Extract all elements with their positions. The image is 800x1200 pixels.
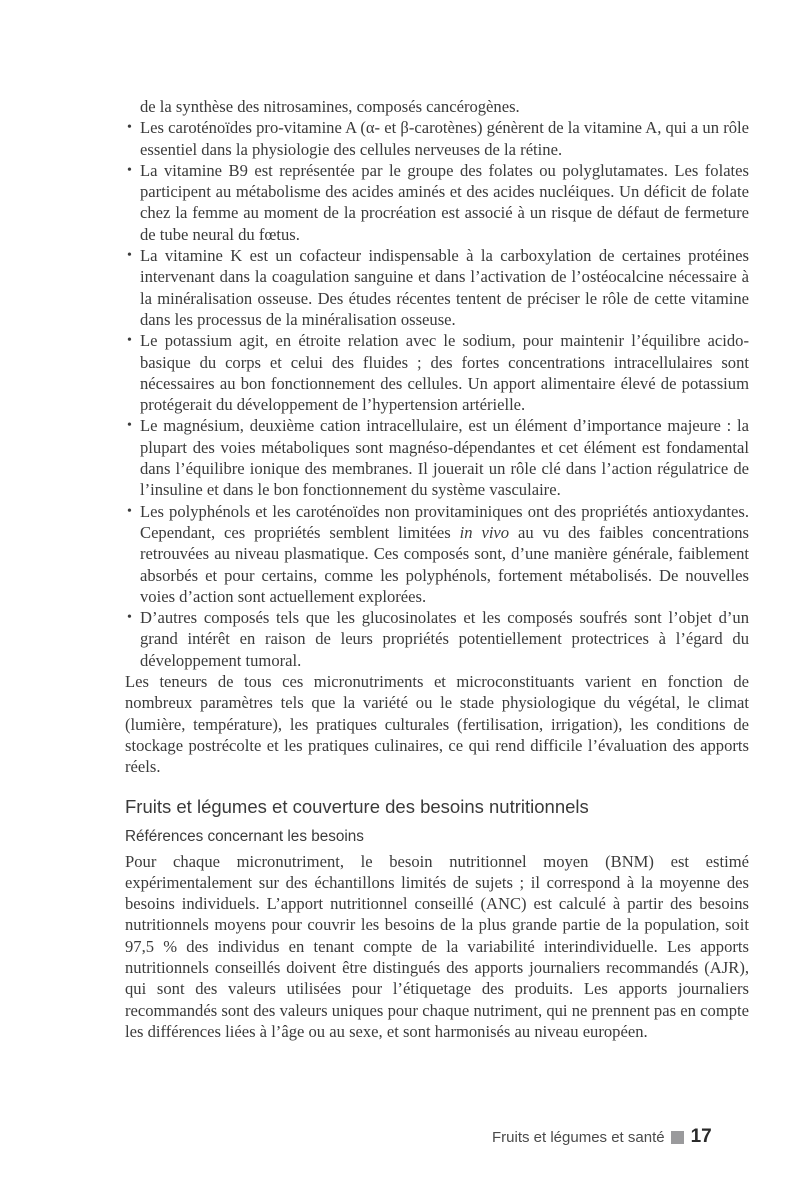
square-marker-icon (671, 1131, 684, 1144)
bullet-item-potassium (125, 330, 749, 415)
bullet-text-end: au vu des faibles concentrations retrouvées au niveau plasmatique. Ces composés sont, d’une manière générale, faiblement absorbés et pour certains, comme les polyphénols, fortement métabolisés. De nouvelles voies d’action sont actuellement explorées. (140, 522, 749, 606)
bullet-icon: • (127, 418, 132, 434)
bullet-list (125, 117, 749, 671)
bullet-item-polyphenols (125, 501, 749, 607)
page-footer (492, 1126, 712, 1148)
paragraph-besoins: Pour chaque micronutriment, le besoin nutritionnel moyen (BNM) est estimé expérimentalement sur des échantillons limités de sujets ; il correspond à la moyenne des besoins individuels. L’apport nutritionnel conseillé (ANC) est calculé à partir des besoins nutritionnels moyens pour couvrir les besoins de la plus grande partie de la population, soit 97,5 % des individus en tenant compte de la variabilité interindividuelle. Les apports nutritionnels conseillés doivent être distingués des apports journaliers recommandés (AJR), qui sont des valeurs utilisées pour l’étiquetage des produits. Les apports journaliers recommandés sont des valeurs uniques pour chaque nutriment, qui ne prennent pas en compte les différences liées à l’âge ou au sexe, et sont harmonisés au niveau européen. (125, 851, 749, 1041)
bullet-icon: • (127, 503, 132, 519)
bullet-text: Les caroténoïdes pro-vitamine A (α- et β-carotènes) génèrent de la vitamine A, qui a un rôle essentiel dans la physiologie des cellules nerveuses de la rétine. (140, 118, 749, 159)
continuation-text: de la synthèse des nitrosamines, composés cancérogènes. (140, 97, 520, 116)
bullet-text: La vitamine K est un cofacteur indispensable à la carboxylation de certaines protéines intervenant dans la coagulation sanguine et dans l’activation de l’ostéocalcine nécessaire à la minéralisation osseuse. Des études récentes tentent de préciser le rôle de cette vitamine dans les processus de la minéralisation osseuse. (140, 246, 749, 329)
page-number: 17 (690, 1126, 712, 1147)
bullet-icon: • (127, 333, 132, 349)
bullet-text-start: Les polyphénols et les caroténoïdes non provitaminiques ont des propriétés antioxydantes. Cependant, ces propriétés semblent limitées (140, 501, 749, 542)
bullet-icon: • (127, 610, 132, 626)
bullet-item-vitamine-b9 (125, 160, 749, 245)
bullet-text: La vitamine B9 est représentée par le groupe des folates ou polyglutamates. Les folates participent au métabolisme des acides aminés et des acides nucléiques. Un déficit de folate chez la femme au moment de la procréation est associé à un risque de défaut de fermeture de tube neural du fœtus. (140, 160, 749, 244)
paragraph-teneurs: Les teneurs de tous ces micronutriments et microconstituants varient en fonction de nombreux paramètres tels que la variété ou le stade physiologique du végétal, le climat (lumière, température), les pratiques culturales (fertilisation, irrigation), les conditions de stockage postrécolte et les pratiques culinaires, ce qui rend difficile l’évaluation des apports réels. (125, 672, 749, 777)
bullet-text-italic: in vivo (459, 522, 510, 542)
bullet-icon: • (127, 120, 132, 136)
bullet-item-carotenoides (125, 117, 749, 160)
bullet-text: Le potassium agit, en étroite relation avec le sodium, pour maintenir l’équilibre acido-basique du corps et celui des fluides ; des fortes concentrations intracellulaires sont nécessaires au bon fonctionnement des cellules. Un apport alimentaire élevé de potassium protégerait du développement de l’hypertension artérielle. (140, 331, 749, 415)
bullet-item-magnesium (125, 415, 749, 500)
running-title: Fruits et légumes et santé (492, 1128, 665, 1146)
subsection-heading: Références concernant les besoins (125, 827, 364, 845)
bullet-item-glucosinolates (125, 607, 749, 671)
bullet-text: Le magnésium, deuxième cation intracellulaire, est un élément d’importance majeure : la plupart des voies métaboliques sont magnéso-dépendantes et cet élément est fondamental dans l’équilibre ionique des membranes. Il jouerait un rôle clé dans l’action régulatrice de l’insuline et dans le bon fonctionnement du système vasculaire. (140, 416, 749, 500)
page-body (125, 96, 749, 1042)
bullet-text: D’autres composés tels que les glucosinolates et les composés soufrés sont l’objet d’un grand intérêt en raison de leurs propriétés potentiellement protectrices à l’égard du développement tumoral. (140, 608, 749, 670)
bullet-item-vitamine-k (125, 245, 749, 330)
section-heading: Fruits et légumes et couverture des besoins nutritionnels (125, 795, 589, 817)
bullet-icon: • (127, 162, 132, 178)
bullet-icon: • (127, 248, 132, 264)
